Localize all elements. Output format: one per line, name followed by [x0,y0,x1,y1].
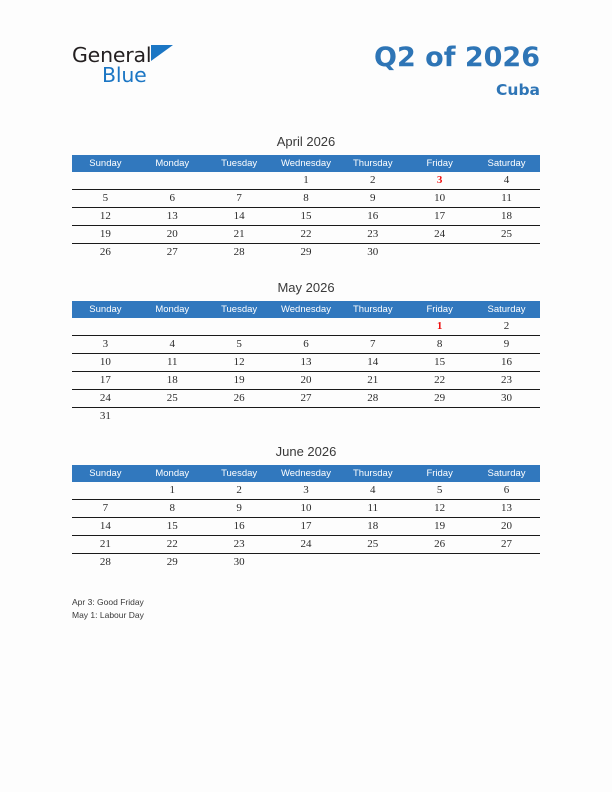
day-cell[interactable]: 24 [273,536,340,554]
calendar-months-container [72,132,540,588]
day-cell[interactable]: 19 [406,518,473,536]
day-cell[interactable]: 19 [72,226,139,244]
day-cell[interactable]: 26 [99,246,111,258]
week-row [72,336,540,354]
weekday-header-wednesday: Wednesday [273,465,340,482]
weekday-header-sunday: Sunday [72,155,139,172]
day-cell[interactable]: 30 [367,246,379,258]
week-row [72,408,540,426]
day-cell[interactable]: 16 [473,354,540,372]
day-cell[interactable]: 22 [139,536,206,554]
day-cell[interactable]: 17 [72,372,139,390]
week-row [72,500,540,518]
day-cell[interactable]: 18 [473,208,540,226]
page-header [0,0,612,125]
empty-day-cell [406,554,473,572]
day-cell[interactable]: 30 [233,556,245,568]
month-calendar-table [72,465,540,571]
month-title: April 2026 [276,134,336,149]
day-cell[interactable]: 28 [339,390,406,408]
empty-day-cell [406,244,473,262]
page-subtitle-country: Cuba [496,81,540,99]
day-cell[interactable]: 21 [72,536,139,554]
day-cell[interactable]: 8 [139,500,206,518]
weekday-header-monday: Monday [139,301,206,318]
day-cell[interactable]: 21 [339,372,406,390]
week-row [72,390,540,408]
week-row [72,536,540,554]
general-blue-logo[interactable] [72,44,173,86]
day-cell[interactable]: 10 [406,190,473,208]
day-cell[interactable]: 1 [139,482,206,500]
week-row [72,226,540,244]
day-cell[interactable]: 13 [273,354,340,372]
month-calendar-table [72,155,540,261]
weekday-header-thursday: Thursday [339,301,406,318]
empty-day-cell [206,318,273,336]
day-cell[interactable]: 23 [473,372,540,390]
weekday-header-tuesday: Tuesday [206,155,273,172]
day-cell[interactable]: 2 [206,482,273,500]
month-calendar-table [72,301,540,425]
week-row [72,190,540,208]
day-cell[interactable]: 20 [139,226,206,244]
day-cell[interactable]: 2 [339,172,406,190]
weekday-header-monday: Monday [139,155,206,172]
day-cell[interactable]: 10 [72,354,139,372]
day-cell[interactable]: 25 [473,226,540,244]
day-cell[interactable]: 28 [233,246,245,258]
weekday-header-saturday: Saturday [473,301,540,318]
day-cell[interactable]: 27 [166,246,178,258]
weekday-header-sunday: Sunday [72,465,139,482]
logo-text-general: General [72,43,152,67]
week-row [72,372,540,390]
day-cell[interactable]: 5 [72,190,139,208]
holiday-legend [72,596,372,621]
day-cell[interactable]: 28 [99,556,111,568]
day-cell[interactable]: 1 [273,172,340,190]
weekday-header-friday: Friday [406,155,473,172]
holiday-day-cell[interactable]: 3 [406,172,473,190]
day-cell[interactable]: 18 [339,518,406,536]
weekday-header-thursday: Thursday [339,465,406,482]
day-cell[interactable]: 6 [473,482,540,500]
weekday-header-row [72,465,540,482]
weekday-header-tuesday: Tuesday [206,465,273,482]
week-row [72,482,540,500]
weekday-header-tuesday: Tuesday [206,301,273,318]
weekday-header-thursday: Thursday [339,155,406,172]
day-cell[interactable]: 10 [273,500,340,518]
day-cell[interactable]: 12 [72,208,139,226]
page-title: Q2 of 2026 [374,42,540,73]
day-cell[interactable]: 14 [72,518,139,536]
empty-day-cell [273,318,340,336]
month-title: June 2026 [275,444,337,459]
weekday-header-sunday: Sunday [72,301,139,318]
day-cell[interactable]: 15 [273,208,340,226]
day-cell[interactable]: 8 [406,336,473,354]
day-cell[interactable]: 7 [72,500,139,518]
week-row [72,172,540,190]
day-cell[interactable]: 9 [339,190,406,208]
weekday-header-friday: Friday [406,301,473,318]
day-cell[interactable]: 7 [339,336,406,354]
day-cell[interactable]: 17 [406,208,473,226]
day-cell[interactable]: 27 [473,536,540,554]
weekday-header-row [72,301,540,318]
logo-triangle-icon [151,45,173,61]
day-cell[interactable]: 4 [339,482,406,500]
day-cell[interactable]: 5 [206,336,273,354]
empty-day-cell [72,172,139,190]
month-title: May 2026 [277,280,335,295]
day-cell[interactable]: 11 [339,500,406,518]
title-block [374,42,540,100]
day-cell[interactable]: 29 [406,390,473,408]
weekday-header-saturday: Saturday [473,465,540,482]
day-cell[interactable]: 3 [72,336,139,354]
legend-item: May 1: Labour Day [72,609,144,620]
day-cell[interactable]: 16 [339,208,406,226]
month-block [72,278,540,425]
day-cell[interactable]: 22 [273,226,340,244]
weekday-header-monday: Monday [139,465,206,482]
day-cell[interactable]: 16 [206,518,273,536]
day-cell[interactable]: 17 [273,518,340,536]
day-cell[interactable]: 19 [206,372,273,390]
day-cell[interactable]: 31 [99,410,111,422]
day-cell[interactable]: 21 [206,226,273,244]
day-cell[interactable]: 23 [339,226,406,244]
day-cell[interactable]: 9 [206,500,273,518]
empty-day-cell [473,244,540,262]
week-row [72,354,540,372]
empty-day-cell [139,318,206,336]
day-cell[interactable]: 9 [473,336,540,354]
day-cell[interactable]: 15 [406,354,473,372]
week-row [72,318,540,336]
day-cell[interactable]: 3 [273,482,340,500]
empty-day-cell [206,408,273,426]
day-cell[interactable]: 27 [273,390,340,408]
empty-day-cell [72,318,139,336]
empty-day-cell [139,172,206,190]
day-cell[interactable]: 12 [406,500,473,518]
logo-text-blue: Blue [102,63,147,87]
day-cell[interactable]: 25 [339,536,406,554]
empty-day-cell [339,408,406,426]
day-cell[interactable]: 29 [300,246,312,258]
week-row [72,554,540,572]
holiday-day-cell[interactable]: 1 [406,318,473,336]
day-cell[interactable]: 11 [139,354,206,372]
day-cell[interactable]: 26 [406,536,473,554]
weekday-header-friday: Friday [406,465,473,482]
day-cell[interactable]: 15 [139,518,206,536]
day-cell[interactable]: 20 [273,372,340,390]
empty-day-cell [273,554,340,572]
day-cell[interactable]: 29 [166,556,178,568]
day-cell[interactable]: 24 [72,390,139,408]
day-cell[interactable]: 30 [473,390,540,408]
legend-item: Apr 3: Good Friday [72,597,144,607]
day-cell[interactable]: 24 [406,226,473,244]
month-block [72,132,540,261]
empty-day-cell [139,408,206,426]
empty-day-cell [339,318,406,336]
empty-day-cell [72,482,139,500]
weekday-header-wednesday: Wednesday [273,155,340,172]
empty-day-cell [206,172,273,190]
day-cell[interactable]: 25 [139,390,206,408]
day-cell[interactable]: 4 [139,336,206,354]
weekday-header-wednesday: Wednesday [273,301,340,318]
empty-day-cell [273,408,340,426]
day-cell[interactable]: 18 [139,372,206,390]
empty-day-cell [406,408,473,426]
week-row [72,208,540,226]
day-cell[interactable]: 20 [473,518,540,536]
day-cell[interactable]: 13 [473,500,540,518]
day-cell[interactable]: 11 [473,190,540,208]
month-block [72,442,540,571]
day-cell[interactable]: 14 [206,208,273,226]
empty-day-cell [339,554,406,572]
day-cell[interactable]: 12 [206,354,273,372]
day-cell[interactable]: 8 [273,190,340,208]
empty-day-cell [473,408,540,426]
day-cell[interactable]: 5 [406,482,473,500]
day-cell[interactable]: 2 [473,318,540,336]
week-row [72,244,540,262]
day-cell[interactable]: 14 [339,354,406,372]
day-cell[interactable]: 13 [139,208,206,226]
day-cell[interactable]: 6 [139,190,206,208]
day-cell[interactable]: 22 [406,372,473,390]
day-cell[interactable]: 4 [473,172,540,190]
week-row [72,518,540,536]
weekday-header-saturday: Saturday [473,155,540,172]
day-cell[interactable]: 26 [206,390,273,408]
empty-day-cell [473,554,540,572]
day-cell[interactable]: 6 [273,336,340,354]
day-cell[interactable]: 23 [206,536,273,554]
day-cell[interactable]: 7 [206,190,273,208]
weekday-header-row [72,155,540,172]
